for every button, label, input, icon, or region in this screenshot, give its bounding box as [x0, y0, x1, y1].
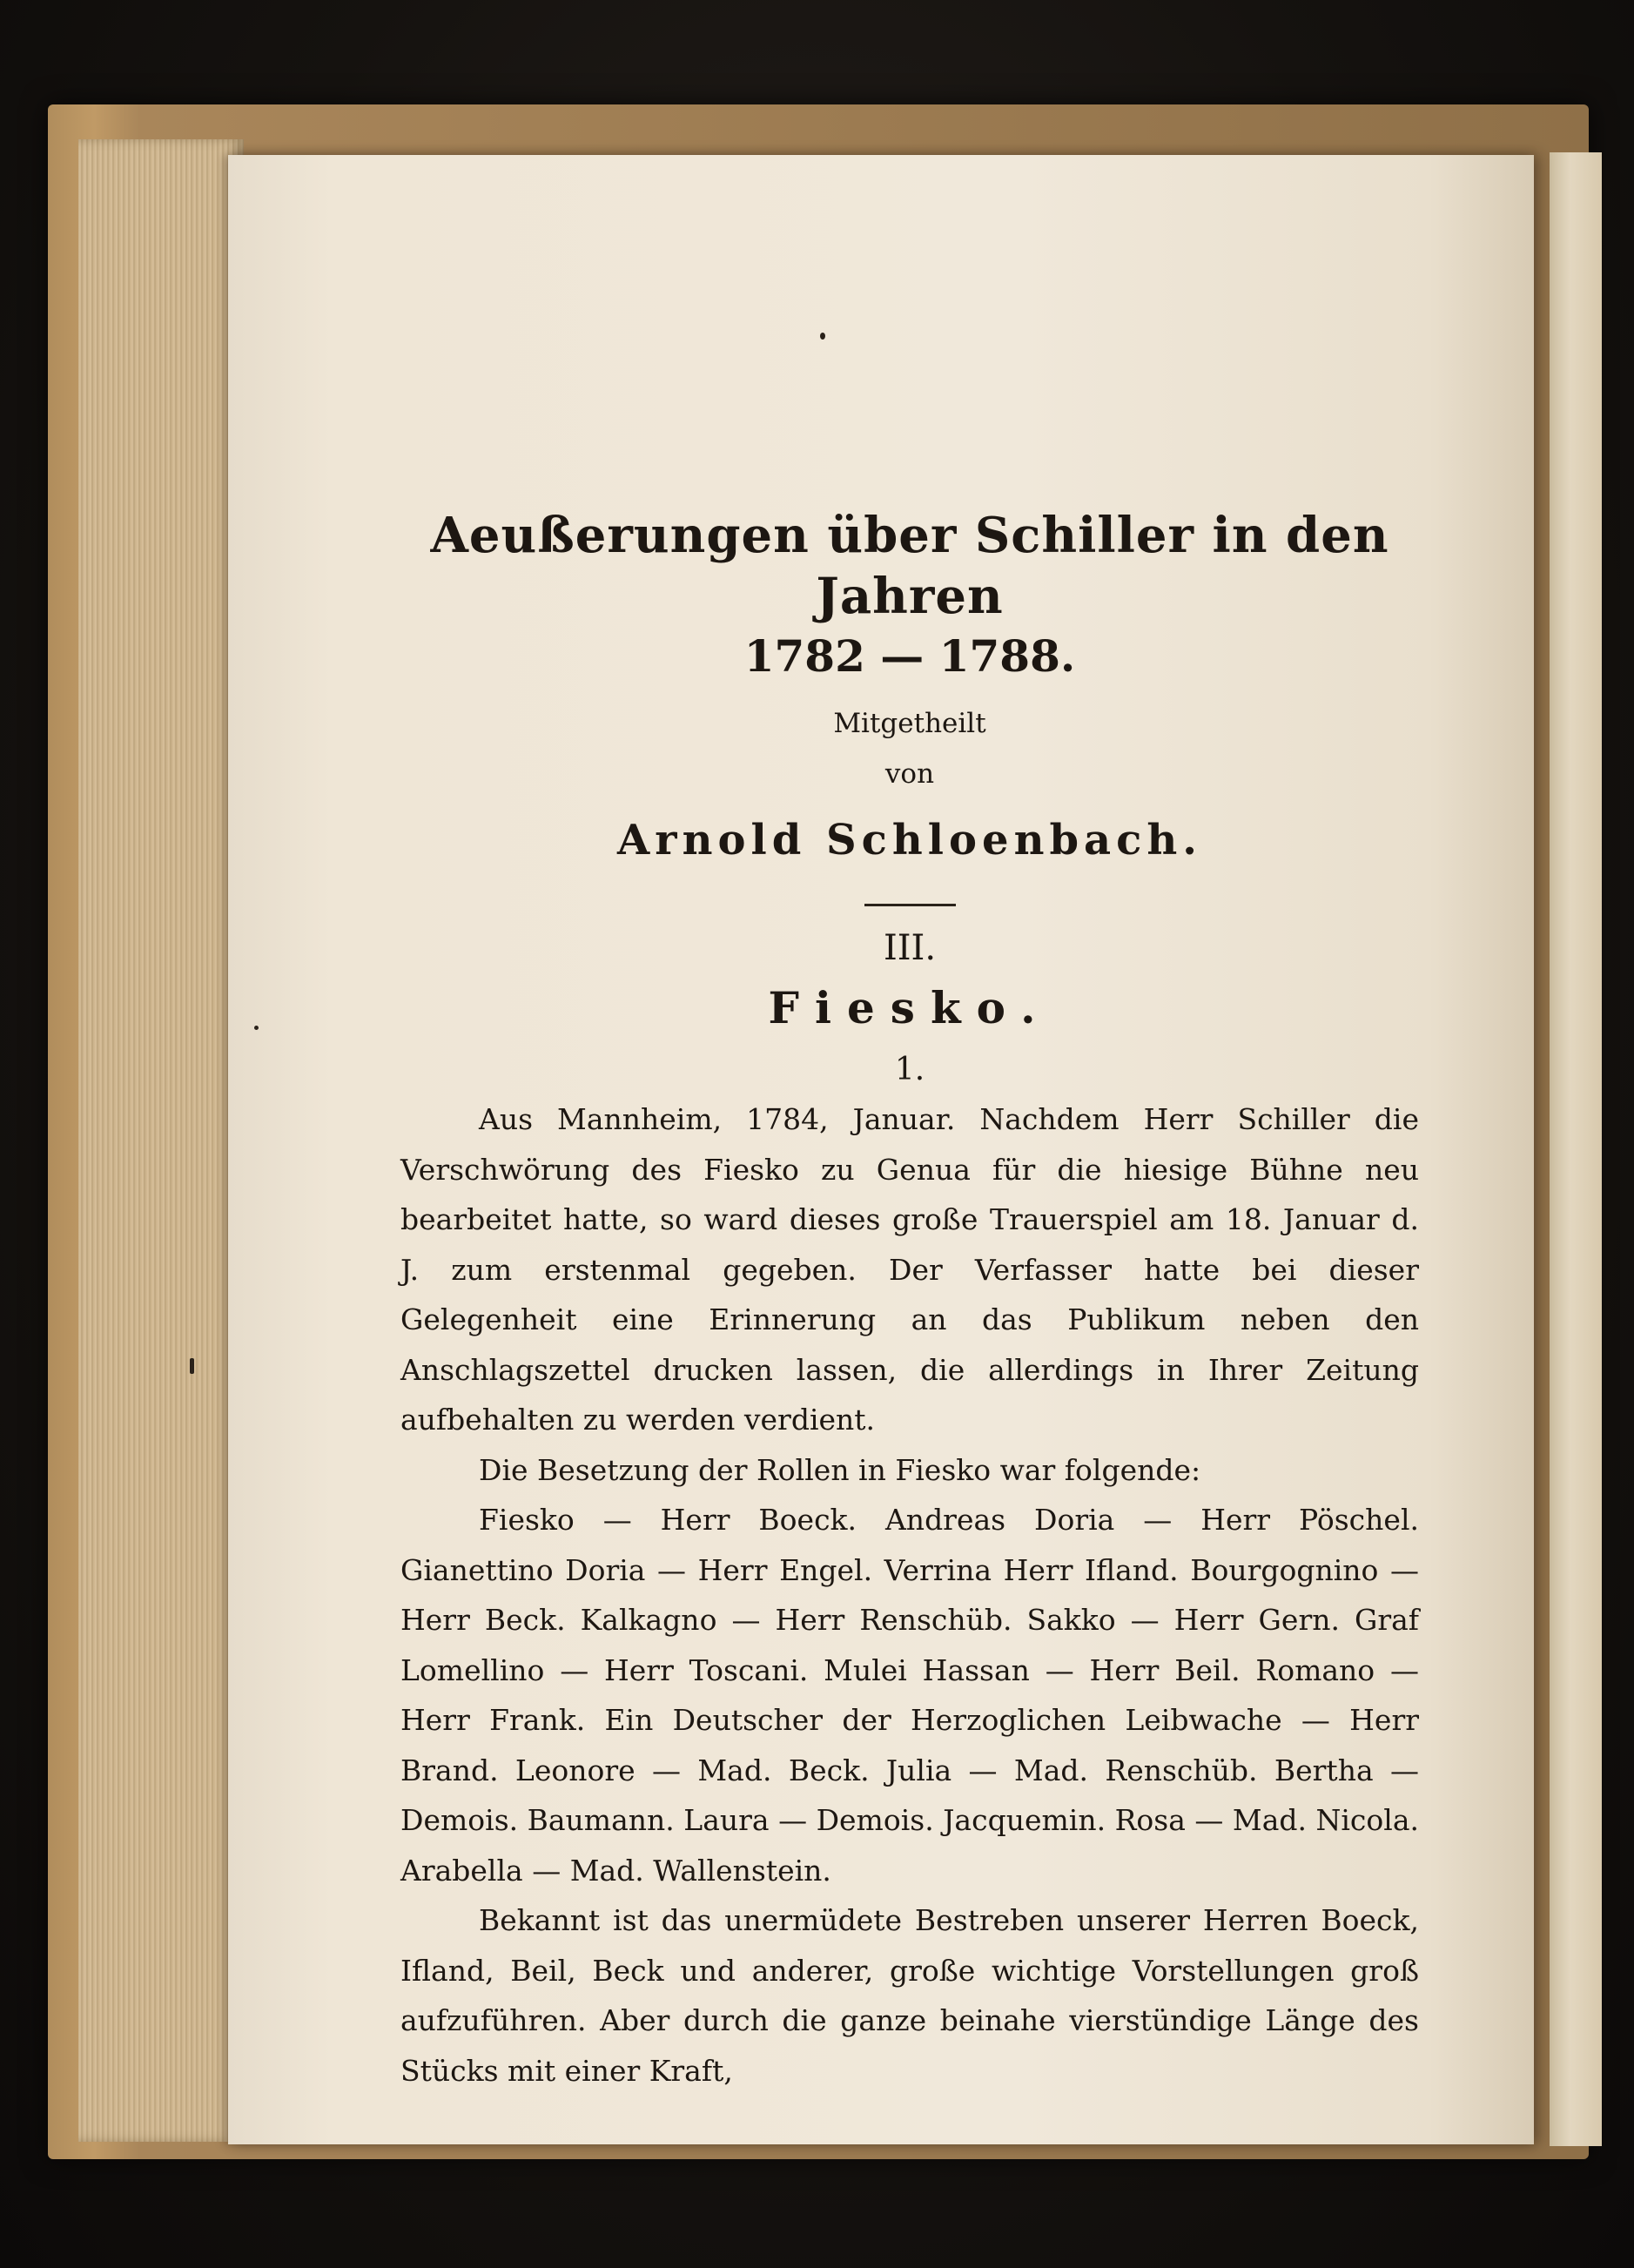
paragraph-3: Fiesko — Herr Boeck. Andreas Doria — Herr Pöschel. Gianettino Doria — Herr Engel. Verrina Herr Ifland. Bourgognino — Herr Beck. Kalkagno — Herr Renschüb. Sakko — Herr Gern. Graf Lomellino — Herr Toscani. Mulei Hassan — Herr Beil. Romano — Herr Frank. Ein Deutscher der Herzoglichen Leibwache — Herr Brand. Leonore — Mad. Beck. Julia — Mad. Renschüb. Bertha — Demois. Baumann. Laura — Demois. Jacquemin. Rosa — Mad. Nicola. Arabella — Mad. Wallenstein. [400, 1503, 1419, 1888]
paragraph-4: Bekannt ist das unermüdete Bestreben unserer Herren Boeck, Ifland, Beil, Beck und anderer, große wichtige Vorstellungen groß aufzuführen. Aber durch die ganze beinahe vierstündige Länge des Stücks mit einer Kraft, [400, 1903, 1419, 2088]
subsection-number: 1. [894, 1052, 925, 1087]
paragraph-1: Aus Mannheim, 1784, Januar. Nachdem Herr Schiller die Verschwörung des Fiesko zu Genua für die hiesige Bühne neu bearbeitet hatte, so ward dieses große Trauerspiel am 18. Januar d. J. zum erstenmal gegeben. Der Verfasser hatte bei dieser Gelegenheit eine Erinnerung an das Publikum neben den Anschlagszettel drucken lassen, die allerdings in Ihrer Zeitung aufbehalten zu werden verdient. [400, 1102, 1419, 1437]
communicated-label: Mitgetheilt [833, 708, 986, 739]
body-text [400, 1094, 1419, 2096]
ink-speck [820, 333, 825, 340]
page-content [400, 505, 1419, 2096]
article-years: 1782 — 1788. [743, 630, 1076, 682]
paragraph-2: Die Besetzung der Rollen in Fiesko war folgende: [479, 1452, 1201, 1487]
section-title: Fiesko. [768, 982, 1052, 1033]
author-name: Arnold Schloenbach. [617, 816, 1202, 865]
section-roman-numeral: III. [883, 928, 937, 968]
ink-speck [190, 1358, 194, 1374]
by-label: von [884, 758, 935, 790]
page-edges [78, 139, 244, 2142]
divider-rule [864, 904, 956, 906]
ink-speck [254, 1026, 259, 1030]
article-title: Aeußerungen über Schiller in den Jahren [430, 507, 1389, 625]
right-page-edge [1550, 152, 1602, 2146]
